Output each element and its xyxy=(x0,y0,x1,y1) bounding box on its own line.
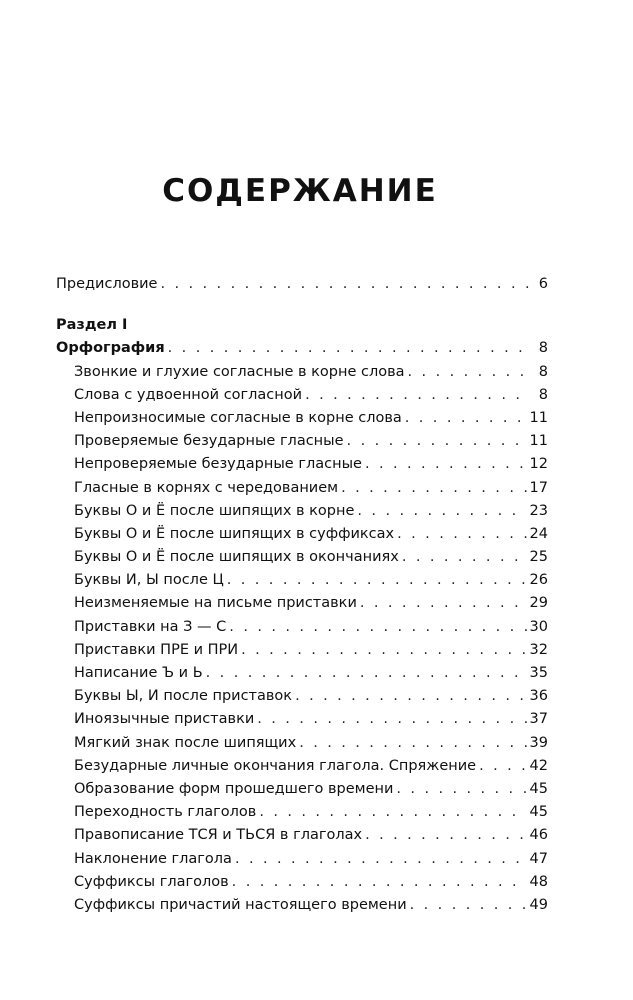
toc-entry-page: 49 xyxy=(529,896,548,913)
dot-leader xyxy=(232,871,527,894)
toc-entry-label: Неизменяемые на письме приставки xyxy=(74,595,357,612)
toc-entry-label: Иноязычные приставки xyxy=(74,711,255,728)
dot-leader xyxy=(305,384,529,407)
toc-entry-label: Предисловие xyxy=(56,276,158,292)
toc-entry-page: 48 xyxy=(529,873,548,890)
toc-entry[interactable] xyxy=(56,453,548,476)
toc-entry[interactable] xyxy=(56,523,548,546)
toc-entry-page: 39 xyxy=(529,734,548,751)
toc-entry-page: 36 xyxy=(529,688,548,705)
dot-leader xyxy=(229,616,526,639)
toc-entry-page: 24 xyxy=(529,525,548,542)
dot-leader xyxy=(357,500,526,523)
toc-entry-page: 47 xyxy=(529,850,548,867)
toc-entry-page: 26 xyxy=(529,572,548,589)
toc-entry[interactable] xyxy=(56,407,548,430)
toc-entry[interactable] xyxy=(56,546,548,569)
toc-entry[interactable] xyxy=(56,384,548,407)
dot-leader xyxy=(227,569,527,592)
dot-leader xyxy=(410,894,527,917)
toc-entry[interactable] xyxy=(56,755,548,778)
toc-entry-page: 17 xyxy=(529,479,548,496)
table-of-contents xyxy=(56,273,548,917)
toc-entry-page: 6 xyxy=(538,276,548,292)
dot-leader xyxy=(168,337,529,360)
toc-entry[interactable] xyxy=(56,430,548,453)
toc-entry-label: Мягкий знак после шипящих xyxy=(74,734,297,751)
toc-entry-page: 46 xyxy=(529,827,548,844)
dot-leader xyxy=(347,430,527,453)
toc-entry-page: 37 xyxy=(529,711,548,728)
dot-leader xyxy=(365,453,527,476)
toc-entry-label: Буквы Ы, И после приставок xyxy=(74,688,293,705)
toc-entry-page: 42 xyxy=(529,757,548,774)
dot-leader xyxy=(405,407,527,430)
dot-leader xyxy=(402,546,527,569)
toc-entry[interactable] xyxy=(56,662,548,685)
toc-entry[interactable] xyxy=(56,801,548,824)
toc-entry-label: Приставки ПРЕ и ПРИ xyxy=(74,641,239,658)
toc-entry-label: Буквы И, Ы после Ц xyxy=(74,572,224,589)
toc-entry-page: 11 xyxy=(529,433,548,450)
toc-entry-preface[interactable] xyxy=(56,273,548,296)
toc-entry-label: Буквы О и Ё после шипящих в окончаниях xyxy=(74,549,399,566)
toc-entry-page: 29 xyxy=(529,595,548,612)
toc-entry-section[interactable] xyxy=(56,337,548,360)
toc-entry[interactable] xyxy=(56,778,548,801)
dot-leader xyxy=(299,732,526,755)
dot-leader xyxy=(479,755,526,778)
toc-entry-page: 25 xyxy=(529,549,548,566)
toc-entry-page: 23 xyxy=(529,502,548,519)
dot-leader xyxy=(396,778,526,801)
toc-entry-label: Гласные в корнях с чередованием xyxy=(74,479,339,496)
toc-entry[interactable] xyxy=(56,477,548,500)
toc-entry-page: 12 xyxy=(529,456,548,473)
toc-entry[interactable] xyxy=(56,824,548,847)
toc-entry-label: Звонкие и глухие согласные в корне слова xyxy=(74,363,405,380)
toc-entry-page: 8 xyxy=(538,386,548,403)
toc-entry[interactable] xyxy=(56,732,548,755)
toc-entry[interactable] xyxy=(56,569,548,592)
toc-entry-label: Суффиксы глаголов xyxy=(74,873,229,890)
toc-entry-label: Непроверяемые безударные гласные xyxy=(74,456,362,473)
dot-leader xyxy=(365,824,526,847)
toc-entry-label: Наклонение глагола xyxy=(74,850,232,867)
dot-leader xyxy=(235,848,527,871)
dot-leader xyxy=(397,523,526,546)
toc-entry-label: Безударные личные окончания глагола. Спряжение xyxy=(74,757,477,774)
toc-entry-page: 11 xyxy=(529,409,548,426)
toc-entry[interactable] xyxy=(56,639,548,662)
toc-entry[interactable] xyxy=(56,361,548,384)
toc-entry-label: Написание Ъ и Ь xyxy=(74,665,203,681)
toc-entry-page: 45 xyxy=(529,780,548,797)
toc-entry-label: Приставки на З — С xyxy=(74,618,227,635)
toc-entry-label: Правописание ТСЯ и ТЬСЯ в глаголах xyxy=(74,827,363,844)
toc-entry-label: Переходность глаголов xyxy=(74,804,257,821)
toc-entry-label: Буквы О и Ё после шипящих в корне xyxy=(74,502,355,519)
toc-entry-label: Образование форм прошедшего времени xyxy=(74,780,394,797)
toc-entry-label: Орфография xyxy=(56,340,165,357)
toc-entry-page: 8 xyxy=(538,340,548,357)
dot-leader xyxy=(259,801,526,824)
toc-entry-label: Суффиксы причастий настоящего времени xyxy=(74,896,407,913)
toc-entry-page: 35 xyxy=(529,665,548,681)
toc-entry-page: 32 xyxy=(529,641,548,658)
toc-entry-page: 8 xyxy=(538,363,548,380)
toc-entry[interactable] xyxy=(56,871,548,894)
dot-leader xyxy=(360,592,527,615)
dot-leader xyxy=(295,685,526,708)
toc-entry-page: 30 xyxy=(529,618,548,635)
toc-entry[interactable] xyxy=(56,616,548,639)
toc-entry-label: Проверяемые безударные гласные xyxy=(74,433,344,450)
dot-leader xyxy=(341,477,526,500)
toc-entry[interactable] xyxy=(56,708,548,731)
dot-leader xyxy=(160,273,529,296)
toc-entry[interactable] xyxy=(56,848,548,871)
toc-entry[interactable] xyxy=(56,894,548,917)
toc-entry-label: Непроизносимые согласные в корне слова xyxy=(74,409,402,426)
toc-entry-label: Слова с удвоенной согласной xyxy=(74,386,303,403)
toc-entry-page: 45 xyxy=(529,804,548,821)
section-heading: Раздел I xyxy=(56,317,128,334)
dot-leader xyxy=(408,361,529,384)
dot-leader xyxy=(206,662,527,685)
toc-entry-label: Буквы О и Ё после шипящих в суффиксах xyxy=(74,525,395,542)
toc-entry[interactable] xyxy=(56,592,548,615)
dot-leader xyxy=(257,708,526,731)
dot-leader xyxy=(241,639,526,662)
toc-entry[interactable] xyxy=(56,685,548,708)
toc-entry[interactable] xyxy=(56,500,548,523)
page-title: СОДЕРЖАНИЕ xyxy=(162,173,438,209)
